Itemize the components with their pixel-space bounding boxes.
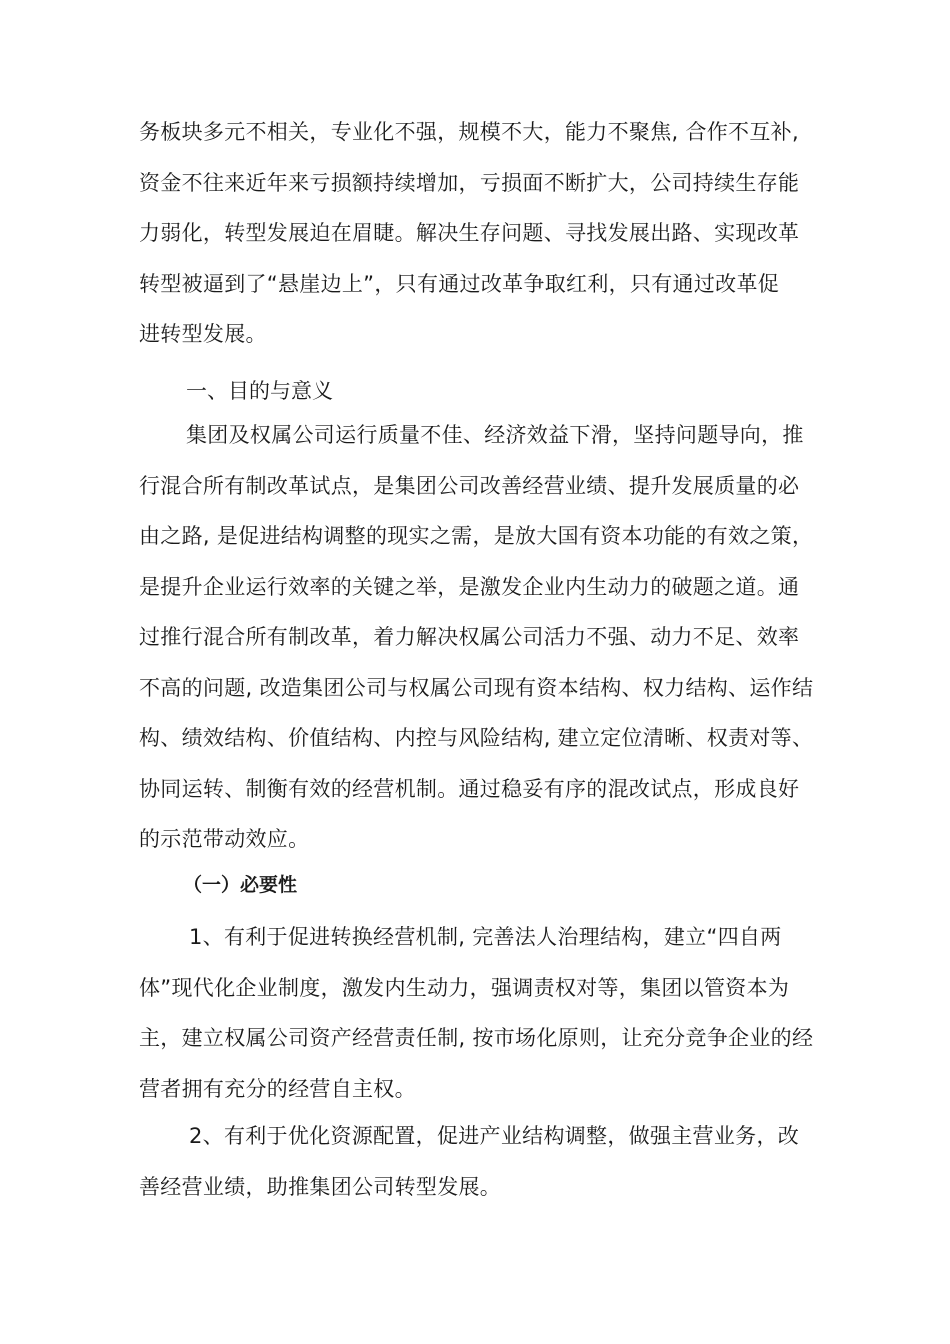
text-line: 2、有利于优化资源配置，促进产业结构调整，做强主营业务，改 (189, 1124, 800, 1148)
text-line: 体”现代化企业制度，激发内生动力，强调责权对等，集团以管资本为 (139, 975, 790, 1000)
text-line: 营者拥有充分的经营自主权。 (139, 1076, 416, 1101)
text-line: 协同运转、制衡有效的经营机制。通过稳妥有序的混改试点，形成良好 (139, 776, 800, 801)
text-line: 过推行混合所有制改革，着力解决权属公司活力不强、动力不足、效率 (139, 625, 800, 649)
text-line: 转型被逼到了“悬崖边上”，只有通过改革争取红利，只有通过改革促 (139, 271, 780, 296)
text-line: 构、绩效结构、价值结构、内控与风险结构, 建立定位清晰、权责对等、 (139, 726, 814, 750)
text-line: 务板块多元不相关，专业化不强，规模不大，能力不聚焦, 合作不互补, (139, 120, 799, 144)
paragraph-intro (139, 107, 815, 360)
text-line: 行混合所有制改革试点，是集团公司改善经营业绩、提升发展质量的必 (139, 473, 800, 498)
text-line: 的示范带动效应。 (139, 827, 310, 851)
text-line: 进转型发展。 (139, 322, 267, 346)
text-line: 由之路, 是促进结构调整的现实之需，是放大国有资本功能的有效之策， (139, 524, 814, 548)
text-line: 1、有利于促进转换经营机制, 完善法人治理结构，建立“四自两 (189, 925, 782, 949)
text-line: 主，建立权属公司资产经营责任制, 按市场化原则，让充分竞争企业的经 (139, 1026, 814, 1050)
text-line: 力弱化，转型发展迫在眉睫。解决生存问题、寻找发展出路、实现改革 (139, 221, 800, 245)
text-line: 不高的问题, 改造集团公司与权属公司现有资本结构、权力结构、运作结 (139, 675, 814, 700)
subsection-heading: （一）必要性 (183, 874, 298, 896)
text-line: 是提升企业运行效率的关键之举，是激发企业内生动力的破题之道。通 (139, 574, 800, 599)
text-line: 善经营业绩，助推集团公司转型发展。 (139, 1174, 502, 1199)
paragraph-purpose (139, 410, 815, 865)
section-heading: 一、目的与意义 (186, 379, 333, 403)
text-line: 资金不往来近年来亏损额持续增加，亏损面不断扩大，公司持续生存能 (139, 170, 800, 195)
text-line: 集团及权属公司运行质量不佳、经济效益下滑，坚持问题导向，推 (186, 423, 804, 447)
paragraph-item-1 (139, 912, 815, 1114)
paragraph-item-2 (139, 1111, 815, 1212)
